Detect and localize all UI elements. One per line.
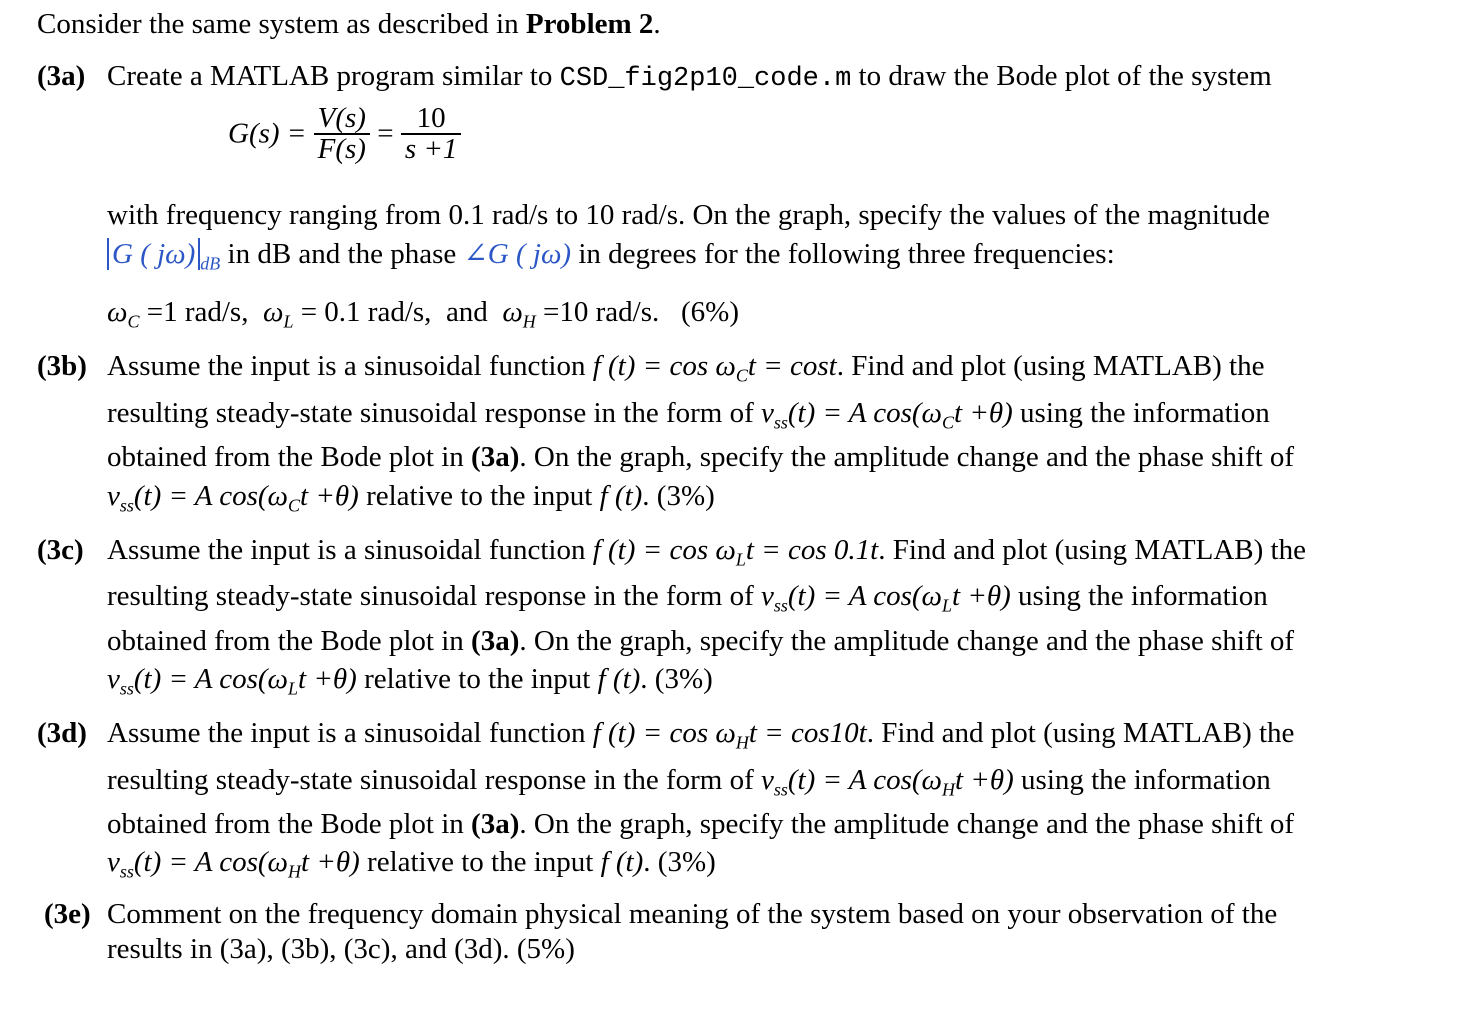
resp-sub: C [288,495,301,516]
omega-h: ω [502,296,523,328]
p3b-l3-post: . On the graph, specify the amplitude change and the phase shift of [519,441,1295,473]
p3d-input-eq: t = cos10t [748,717,867,749]
p3b-line3 [107,443,1294,472]
resp-b: t +θ) [952,580,1011,612]
intro-text: Consider the same system as described in [37,8,526,40]
ss: ss [119,861,134,882]
resp-b: t +θ) [298,663,357,695]
mag-expr: G ( jω) [107,238,200,270]
resp-sub: H [288,861,302,882]
p3c-input-eq: t = cos 0.1t [745,534,879,566]
p3a-line3-a: in dB and the phase [220,238,464,270]
ss: ss [773,779,788,800]
v: v [760,764,774,796]
v: v [107,480,120,512]
label-3d: (3d) [37,717,87,749]
frac1-den: F(s) [317,133,366,165]
intro-end: . [653,8,661,40]
and-text: and [445,296,488,328]
p3d-l4-f: f (t) [600,846,644,878]
sub-c: C [127,311,140,332]
intro-bold: Problem 2 [525,8,654,40]
p3c-l4-f: f (t) [597,663,641,695]
p3c-l3-post: . On the graph, specify the amplitude change and the phase shift of [519,625,1295,657]
frequency-list [107,296,739,332]
p3c-l1-post: . Find and plot (using MATLAB) the [878,534,1306,566]
p3b-l3-pre: obtained from the Bode plot in [107,441,472,473]
p3c-l3-bold: (3a) [471,625,520,657]
fraction-10-over-s1 [401,104,462,164]
v: v [107,663,120,695]
v: v [107,846,120,878]
label-3a: (3a) [37,60,86,92]
p3b-l4-f: f (t) [599,480,643,512]
p3d-l3-pre: obtained from the Bode plot in [107,808,472,840]
val-h: =10 rad/s. [535,296,660,328]
p3b-line4 [107,480,715,516]
p3a-line3-b: in degrees for the following three frequencies: [571,238,1115,270]
resp-a: (t) = A cos(ω [133,480,289,512]
resp-sub: C [942,412,955,433]
phase-expression: ∠G ( jω) [463,238,572,270]
resp-b: t +θ) [300,480,359,512]
p3c-line2 [107,580,1268,616]
p3c-l4-post: relative to the input [356,663,598,695]
p3a-line1-post: to draw the Bode plot of the system [851,60,1272,92]
frac2-num: 10 [401,104,462,135]
intro-line [37,10,661,39]
magnitude-expression [107,238,221,274]
p3a-line1 [107,62,1272,93]
resp-a: (t) = A cos(ω [787,764,943,796]
ss: ss [773,412,788,433]
matlab-filename: CSD_fig2p10_code.m [559,64,852,94]
omega-c: ω [107,296,128,328]
resp-a: (t) = A cos(ω [133,663,289,695]
sub-l: L [283,311,294,332]
p3c-line1 [107,534,1306,570]
resp-a: (t) = A cos(ω [787,580,943,612]
resp-b: t +θ) [954,397,1013,429]
resp-b: t +θ) [955,764,1014,796]
p3d-l2-post: using the information [1013,764,1271,796]
p3e-line1: Comment on the frequency domain physical meaning of the system based on your observation of the [107,898,1278,930]
p3b-line2 [107,397,1270,433]
p3d-l4-post: relative to the input [359,846,601,878]
p3d-input-f: f (t) = cos ω [592,717,736,749]
points-3a: (6%) [681,296,739,328]
p3d-l2-pre: resulting steady-state sinusoidal response in the form of [107,764,761,796]
resp-sub: H [942,779,955,800]
transfer-function-equation [228,104,461,164]
p3d-line3 [107,810,1294,839]
p3b-line1 [107,350,1265,386]
resp-sub: L [942,595,953,616]
label-3c: (3c) [37,534,84,566]
p3c-l2-post: using the information [1010,580,1268,612]
p3b-l3-bold: (3a) [471,441,520,473]
resp-sub: L [288,678,299,699]
omega-l: ω [262,296,284,328]
label-3e: (3e) [44,898,91,930]
p3c-l2-pre: resulting steady-state sinusoidal response in the form of [107,580,761,612]
p3b-l4-post: relative to the input [358,480,600,512]
ss: ss [119,678,134,699]
points-3c: . (3%) [640,663,713,695]
val-c: =1 rad/s, [139,296,249,328]
p3a-line3 [107,238,1115,274]
eq-lhs: G(s) = [228,117,307,150]
p3d-l3-post: . On the graph, specify the amplitude change and the phase shift of [519,808,1295,840]
p3b-l2-pre: resulting steady-state sinusoidal response in the form of [107,397,761,429]
ss: ss [773,595,788,616]
fraction-v-over-f [314,104,370,164]
p3b-input-f: f (t) = cos ω [592,350,736,382]
points-3b: . (3%) [642,480,715,512]
p3c-l3-pre: obtained from the Bode plot in [107,625,472,657]
v: v [760,397,774,429]
p3d-l3-bold: (3a) [471,808,520,840]
p3e-line2: results in (3a), (3b), (3c), and (3d). (5%) [107,933,575,965]
resp-b: t +θ) [301,846,360,878]
eq-mid: = [377,117,394,150]
p3c-l1-pre: Assume the input is a sinusoidal function [107,534,593,566]
p3c-input-sub: L [735,549,746,570]
p3c-line4 [107,663,713,699]
val-l: = 0.1 rad/s, [293,296,432,328]
p3d-line2 [107,764,1271,800]
frac2-den: s +1 [404,133,458,165]
p3b-l1-pre: Assume the input is a sinusoidal function [107,350,593,382]
p3d-l1-pre: Assume the input is a sinusoidal function [107,717,593,749]
v: v [760,580,774,612]
p3a-line1-pre: Create a MATLAB program similar to [107,60,560,92]
p3d-line1 [107,717,1295,753]
resp-a: (t) = A cos(ω [787,397,943,429]
p3a-line2: with frequency ranging from 0.1 rad/s to 10 rad/s. On the graph, specify the values of the magnitude [107,199,1270,231]
p3c-line3 [107,627,1294,656]
resp-a: (t) = A cos(ω [133,846,289,878]
p3b-input-sub: C [735,365,748,386]
label-3b: (3b) [37,350,87,382]
p3d-line4 [107,846,716,882]
p3d-input-sub: H [735,732,749,753]
p3d-l1-post: . Find and plot (using MATLAB) the [866,717,1295,749]
mag-sub: dB [200,253,221,274]
p3b-input-eq: t = cost [747,350,837,382]
p3b-l2-post: using the information [1012,397,1270,429]
p3c-input-f: f (t) = cos ω [592,534,736,566]
sub-h: H [522,311,536,332]
ss: ss [119,495,134,516]
p3b-l1-post: . Find and plot (using MATLAB) the [836,350,1265,382]
frac1-num: V(s) [314,104,370,135]
points-3d: . (3%) [643,846,716,878]
